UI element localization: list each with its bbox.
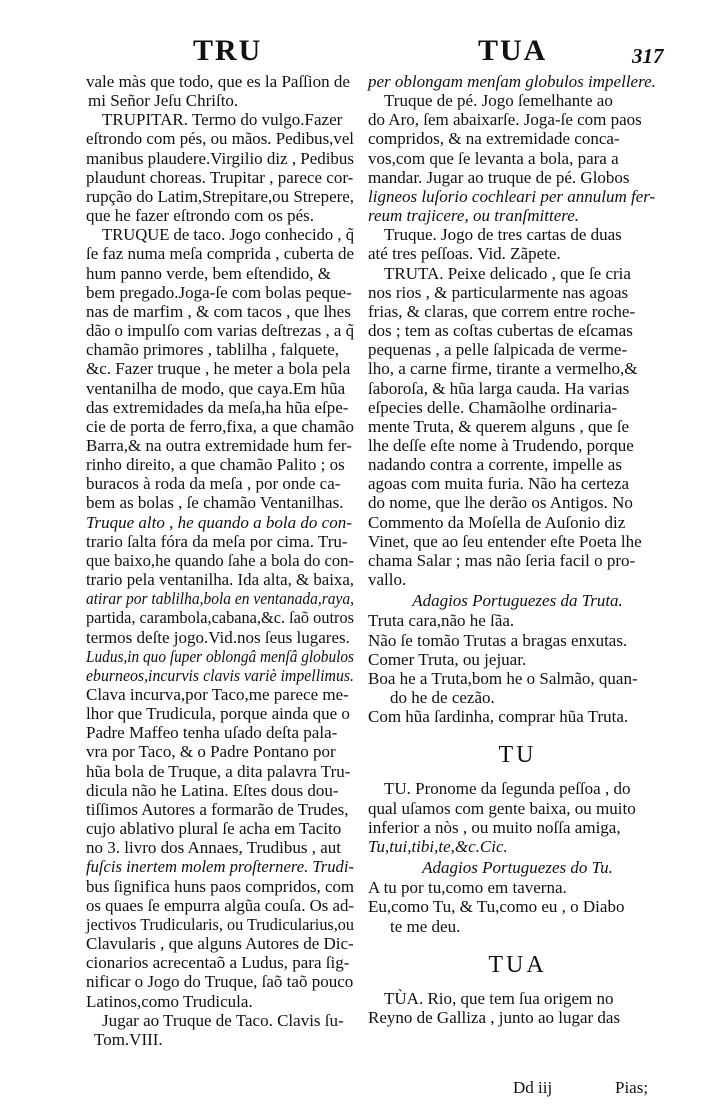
text-line: do Aro, ſem abaixarſe. Joga-ſe com paos (368, 110, 642, 130)
text-line: lho, a carne firme, tirante a vermelho,& (368, 359, 638, 379)
text-line: ventanilha de modo, que caya.Em hũa (86, 378, 346, 398)
text-line: dicula não he Latina. Eſtes dous dou- (86, 780, 339, 800)
text-line: hũa bola de Truque, a dita palavra Tru- (86, 761, 351, 781)
entry-truque-cartas: Truque. Jogo de tres cartas de duas (384, 225, 622, 245)
text-line: cujo ablativo plural ſe acha em Tacito (86, 819, 342, 839)
text-line: vos,com que ſe levanta a bola, para a (368, 148, 619, 168)
running-head-left: TRU (193, 34, 263, 67)
text-line: no 3. livro dos Annaes, Trudibus , aut (86, 838, 342, 858)
text-line: dos ; tem as coſtas cubertas de eſcamas (368, 321, 633, 341)
text-line: ligneos luſorio cochleari per annulum fer- (368, 186, 656, 206)
text-line: nos rios , & particularmente nas agoas (368, 282, 629, 302)
text-line: vallo. (368, 570, 407, 590)
text-line: termos deſte jogo.Vid.nos ſeus lugares. (86, 627, 350, 647)
text-line: reum trajicere, ou tranſmittere. (368, 206, 580, 226)
text-line: Reyno de Galliza , junto ao lugar das (368, 1008, 621, 1028)
text-line: ſaboroſa, & hũa larga cauda. Ha varias (368, 378, 630, 398)
text-line: trario ſalta fóra da meſa por cima. Tru- (86, 531, 348, 551)
entry-truque: TRUQUE de taco. Jogo conhecido , q̃ (102, 225, 355, 245)
running-head-right: TUA (478, 34, 548, 67)
adagio-item: Eu,como Tu, & Tu,como eu , o Diabo (368, 897, 625, 917)
text-line: eſtrondo com pés, ou mãos. Pedibus,vel (86, 129, 354, 149)
text-line: Latinos,como Trudicula. (86, 991, 253, 1011)
adagio-item: Truta cara,não he ſãa. (368, 611, 515, 631)
text-line: trario pela ventanilha. Ida alta, & baixa, (86, 570, 355, 590)
text-line: Tu,tui,tibi,te,&c.Cic. (368, 836, 508, 856)
text-line: fuſcis inertem molem proſternere. Trudi- (86, 857, 355, 877)
text-line: hum panno verde, bem eſtendido, & (86, 263, 332, 283)
text-line: Jugar ao Truque de Taco. Clavis ſu- (102, 1010, 344, 1030)
adagio-item: A tu por tu,como em taverna. (368, 878, 567, 898)
text-line: plaudunt choreas. Trupitar , parece cor- (86, 167, 354, 187)
catchword: Pias; (615, 1078, 649, 1097)
text-line: atirar por tablilha,bola en ventanada,raya, (86, 589, 355, 609)
text-line: vra por Taco, & o Padre Pontano por (86, 742, 336, 762)
text-line: mandar. Jugar ao truque de pé. Globos (368, 167, 630, 187)
text-line: nas de marfim , & com tacos , que lhes (86, 301, 351, 321)
text-line: partida, carambola,cabana,&c. ſaõ outros (86, 608, 355, 628)
text-line: tiſſimos Autores a formarão de Trudes, (86, 799, 349, 819)
text-line: bem pregado.Joga-ſe com bolas peque- (86, 282, 352, 302)
text-line: mente Truta, & querem alguns , que ſe (368, 416, 630, 436)
text-line: Commento da Moſella de Auſonio diz (368, 512, 626, 532)
entry-truta: TRUTA. Peixe delicado , que ſe cria (384, 263, 631, 283)
text-line: das extremidades da meſa,ha hũa eſpe- (86, 397, 349, 417)
text-line: Truque alto , he quando a bola do con- (86, 512, 352, 532)
entry-truque-de-pe: Truque de pé. Jogo ſemelhante ao (384, 91, 613, 111)
text-line: do nome, que lhe derão os Antigos. No (368, 493, 633, 513)
text-line: bus ſignifica huns paos compridos, com (86, 876, 354, 896)
text-line: compridos, & na extremidade conca- (368, 129, 620, 149)
text-line: jectivos Trudicularis, ou Trudicularius,ou (86, 914, 355, 934)
adagios-tu-title: Adagios Portuguezes do Tu. (422, 858, 613, 878)
section-heading-tua: TUA (488, 951, 547, 978)
text-line: Clava incurva,por Taco,me parece me- (86, 685, 349, 704)
adagio-item: Boa he a Truta,bom he o Salmão, quan- (368, 668, 638, 688)
text-line: vale màs que todo, que es la Paſſion de (86, 72, 350, 91)
text-line: buracos à roda da meſa , por onde ca- (86, 474, 341, 494)
text-line: lhe deſſe eſte nome à Trudendo, porque (368, 435, 634, 455)
text-line: pequenas , a pelle ſalpicada de verme- (368, 340, 628, 360)
text-line: rinho direito, a que chamão Palito ; os (86, 455, 345, 475)
text-line: cie de porta de ferro,fixa, a que chamão (86, 416, 354, 436)
text-line: Clavularis , que alguns Autores de Dic- (86, 934, 354, 954)
entry-tua: TÙA. Rio, que tem ſua origem no (384, 988, 614, 1008)
text-line: nificar o Jogo do Truque, ſaõ taõ pouco (86, 972, 354, 992)
text-line: ſe faz numa meſa comprida , cuberta de (86, 244, 355, 264)
text-line: inferior a nòs , ou muito noſſa amiga, (368, 817, 621, 837)
text-line: cionarios acrecentaõ a Ludus, para ſig- (86, 953, 350, 973)
text-line: eſpecies delle. Chamãolhe ordinaria- (368, 397, 618, 417)
text-line: Vinet, que ao ſeu entender eſte Poeta lhe (368, 531, 642, 551)
text-line: nadando contra a corrente, impelle as (368, 455, 622, 475)
entry-trupitar: TRUPITAR. Termo do vulgo.Fazer (102, 110, 343, 130)
text-line: bem as bolas , ſe chamão Ventanilhas. (86, 493, 344, 513)
text-line: que he fazer eſtrondo com os pés. (86, 206, 314, 226)
text-line: eburneos,incurvis clavis variè impellimus. (86, 665, 355, 685)
text-line: Padre Maffeo tenha uſado deſta pala- (86, 723, 338, 743)
text-line: manibus plaudere.Virgilio diz , Pedibus (86, 148, 354, 168)
adagio-item: do he de cezão. (390, 688, 495, 707)
left-column (86, 72, 354, 1049)
entry-tu: TU. Pronome da ſegunda peſſoa , do (384, 779, 631, 799)
text-line: dão o impulſo com varias deſtrezas , a q̃ (86, 321, 355, 341)
signature-mark: Dd iij (513, 1078, 553, 1097)
volume-label: Tom.VIII. (94, 1029, 163, 1049)
adagio-item: Não ſe tomão Trutas a bragas enxutas. (368, 630, 628, 650)
text-line: frias, & claras, que correm entre roche- (368, 301, 636, 321)
text-line: Barra,& na outra extremidade hum fer- (86, 435, 352, 455)
adagio-item: Com hũa ſardinha, comprar hũa Truta. (368, 707, 629, 727)
text-line: que baixo,he quando ſahe a bola do con- (86, 550, 354, 570)
text-line: até tres peſſoas. Vid. Zãpete. (368, 244, 561, 264)
text-line: Ludus,in quo ſuper oblongâ menſâ globulos (86, 646, 355, 666)
text-line: mi Señor Jeſu Chriſto. (88, 91, 239, 111)
page-number: 317 (632, 44, 664, 68)
text-line: agoas com muita furia. Não ha certeza (368, 474, 630, 494)
text-line: rupção do Latim,Strepitare,ou Strepere, (86, 186, 355, 206)
text-line: qual uſamos com gente baixa, ou muito (368, 798, 636, 818)
text-line: chama Salar ; mas não ſeria facil o pro- (368, 550, 636, 570)
text-line: os quaes ſe empurra algũa couſa. Os ad- (86, 895, 354, 915)
section-heading-tu: TU (498, 742, 537, 769)
adagio-item: Comer Truta, ou jejuar. (368, 649, 527, 669)
text-line: &c. Fazer truque , he meter a bola pela (86, 359, 351, 379)
right-column (368, 72, 667, 1027)
text-line: chamão primores , tablilha , falquete, (86, 340, 340, 360)
adagios-truta-list (368, 611, 667, 726)
adagio-item: te me deu. (390, 916, 461, 936)
adagios-truta-title: Adagios Portuguezes da Truta. (412, 591, 623, 611)
text-line: lhor que Trudicula, porque ainda que o (86, 704, 350, 724)
text-line: per oblongam menſam globulos impellere. (368, 72, 656, 91)
